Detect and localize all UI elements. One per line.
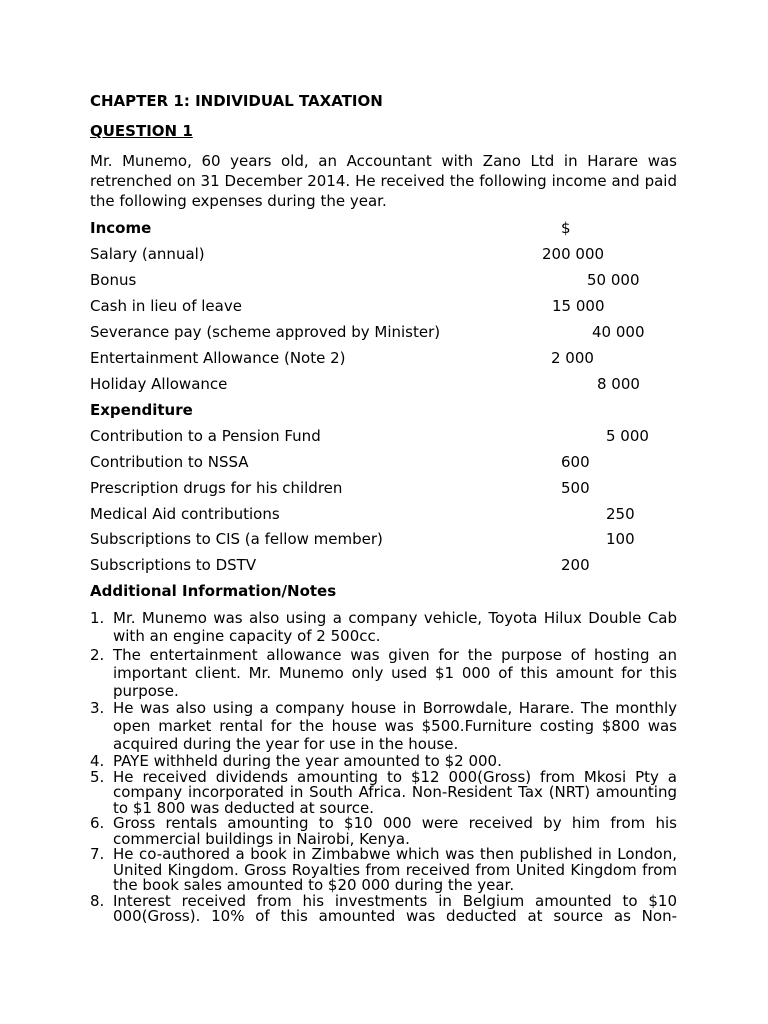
note-text: He received dividends amounting to $12 000(Gross) from Mkosi Pty a company incorporated in South Africa. Non-Resident Tax (NRT) amounting to $1 800 was deducted at source.	[113, 767, 677, 817]
expense-amount-cis: 100	[606, 530, 635, 548]
note-text: PAYE withheld during the year amounted to $2 000.	[113, 752, 502, 770]
expense-amount-pension: 5 000	[606, 427, 649, 445]
income-amount-entertainment: 2 000	[551, 349, 594, 367]
note-number: 7.	[90, 845, 105, 863]
note-text: Gross rentals amounting to $10 000 were received by him from his commercial buildings in Nairobi, Kenya.	[113, 814, 677, 848]
note-text: The entertainment allowance was given for the purpose of hosting an important client. Mr. Munemo only used $1 000 of this amount for this purpose.	[113, 646, 677, 700]
income-label-leave: Cash in lieu of leave	[90, 297, 242, 315]
note-text: He was also using a company house in Borrowdale, Harare. The monthly open market rental for the house was $500.Furniture costing $800 was acquired during the year for use in the house.	[113, 699, 677, 753]
note-number: 3.	[90, 699, 105, 717]
expenditure-heading: Expenditure	[90, 401, 193, 419]
expense-amount-nssa: 600	[561, 453, 590, 471]
expense-label-nssa: Contribution to NSSA	[90, 453, 249, 471]
expense-label-pension: Contribution to a Pension Fund	[90, 427, 321, 445]
notes-heading: Additional Information/Notes	[90, 582, 337, 600]
note-item	[90, 891, 677, 925]
note-item	[90, 816, 677, 847]
income-label-entertainment: Entertainment Allowance (Note 2)	[90, 349, 346, 367]
expense-amount-dstv: 200	[561, 556, 590, 574]
note-item	[90, 646, 677, 700]
note-text: Interest received from his investments in Belgium amounted to $10 000(Gross). 10% of this amounted was deducted at source as Non-	[113, 891, 677, 925]
question-title: QUESTION 1	[90, 122, 193, 140]
expense-label-dstv: Subscriptions to DSTV	[90, 556, 257, 574]
note-number: 8.	[90, 891, 105, 910]
currency-symbol: $	[561, 219, 571, 237]
note-item	[90, 609, 677, 645]
note-text: Mr. Munemo was also using a company vehicle, Toyota Hilux Double Cab with an engine capacity of 2 500cc.	[113, 609, 677, 645]
income-amount-salary: 200 000	[542, 245, 605, 263]
note-number: 5.	[90, 767, 105, 786]
expense-label-cis: Subscriptions to CIS (a fellow member)	[90, 530, 383, 548]
notes-list	[90, 609, 677, 925]
note-item	[90, 767, 677, 817]
expense-amount-medical: 250	[606, 505, 635, 523]
expense-amount-drugs: 500	[561, 479, 590, 497]
income-heading: Income	[90, 219, 152, 237]
note-number: 2.	[90, 646, 105, 664]
income-label-bonus: Bonus	[90, 271, 137, 289]
note-item	[90, 699, 677, 753]
intro-paragraph: Mr. Munemo, 60 years old, an Accountant with Zano Ltd in Harare was retrenched on 31 December 2014. He received the following income and paid the following expenses during the year.	[90, 152, 677, 210]
income-label-severance: Severance pay (scheme approved by Minister)	[90, 323, 441, 341]
chapter-title: CHAPTER 1: INDIVIDUAL TAXATION	[90, 92, 383, 110]
note-number: 4.	[90, 752, 105, 770]
income-label-salary: Salary (annual)	[90, 245, 205, 263]
note-item	[90, 847, 677, 894]
income-amount-severance: 40 000	[592, 323, 645, 341]
note-number: 1.	[90, 609, 105, 627]
note-text: He co-authored a book in Zimbabwe which was then published in London, United Kingdom. Gross Royalties from received from United Kingdom from the book sales amounted to $20 000 during the year.	[113, 845, 677, 894]
income-label-holiday: Holiday Allowance	[90, 375, 228, 393]
income-amount-holiday: 8 000	[597, 375, 640, 393]
income-amount-bonus: 50 000	[587, 271, 640, 289]
expense-label-medical: Medical Aid contributions	[90, 505, 280, 523]
note-number: 6.	[90, 814, 105, 832]
income-amount-leave: 15 000	[552, 297, 605, 315]
expense-label-drugs: Prescription drugs for his children	[90, 479, 343, 497]
